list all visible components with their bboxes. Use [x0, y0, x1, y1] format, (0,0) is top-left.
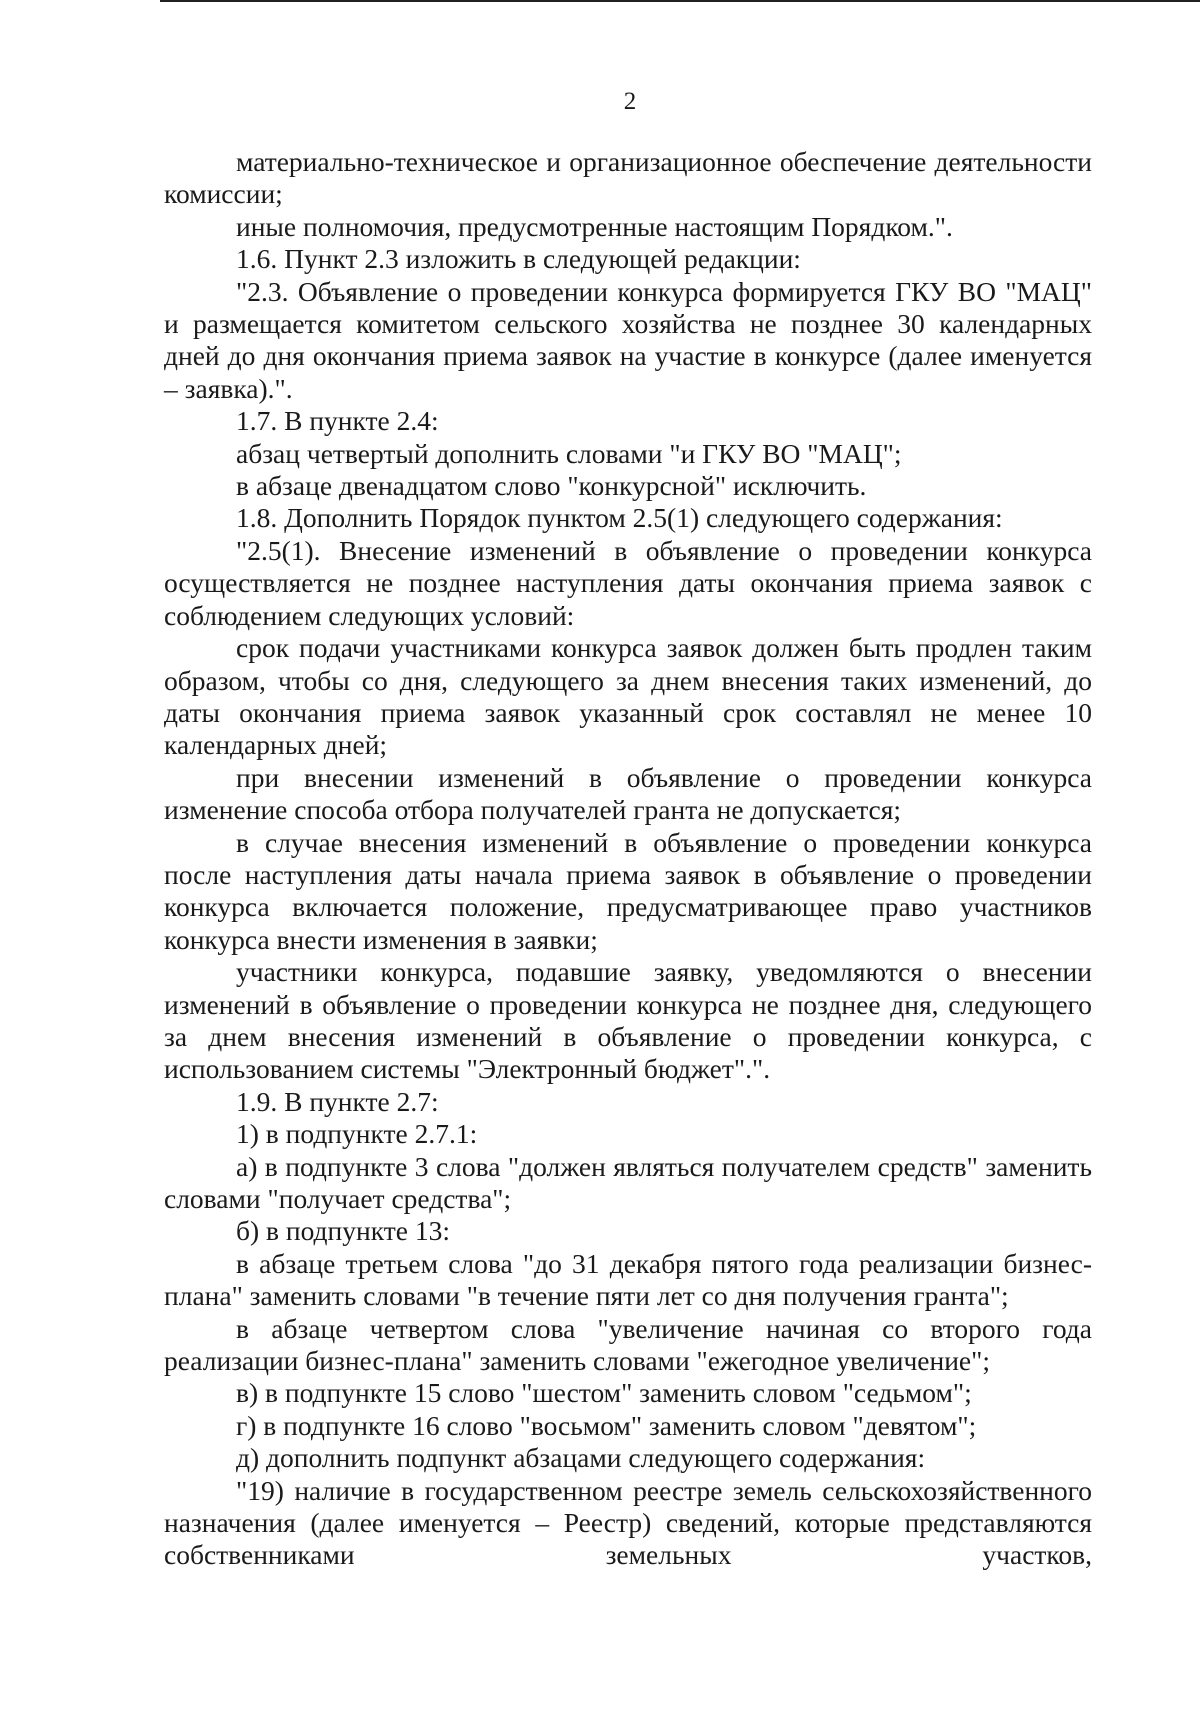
page-number: 2 — [623, 88, 637, 115]
top-edge-line — [160, 0, 1200, 2]
paragraph: материально-техническое и организационное обеспечение деятельности комиссии; — [164, 146, 1092, 210]
document-body — [164, 146, 1092, 1572]
paragraph: 1.8. Дополнить Порядок пунктом 2.5(1) следующего содержания: — [236, 502, 1003, 534]
paragraph: в абзаце третьем слова "до 31 декабря пятого года реализации бизнес-плана" заменить словами "в течение пяти лет со дня получения гранта"; — [164, 1247, 1092, 1312]
paragraph: абзац четвертый дополнить словами "и ГКУ ВО "МАЦ"; — [236, 437, 902, 469]
paragraph: в случае внесения изменений в объявление о проведении конкурса после наступления даты начала приема заявок в объявление о проведении конкурса включается положение, предусматривающее право участников конкурса внести изменения в заявки; — [164, 826, 1092, 955]
paragraph: 1.9. В пункте 2.7: — [236, 1085, 439, 1117]
paragraph: при внесении изменений в объявление о проведении конкурса изменение способа отбора получателей гранта не допускается; — [164, 761, 1092, 826]
paragraph: в абзаце двенадцатом слово "конкурсной" исключить. — [236, 470, 867, 502]
paragraph: а) в подпункте 3 слова "должен являться получателем средств" заменить словами "получает средства"; — [164, 1150, 1092, 1214]
paragraph: "2.5(1). Внесение изменений в объявление о проведении конкурса осуществляется не позднее наступления даты окончания приема заявок с соблюдением следующих условий: — [164, 534, 1092, 631]
paragraph: иные полномочия, предусмотренные настоящим Порядком.". — [236, 210, 953, 242]
paragraph: 1.6. Пункт 2.3 изложить в следующей редакции: — [236, 243, 801, 275]
paragraph: 1) в подпункте 2.7.1: — [236, 1118, 478, 1150]
paragraph: "19) наличие в государственном реестре земель сельскохозяйственного назначения (далее именуется – Реестр) сведений, которые представляются собственниками земельных участков, — [164, 1474, 1092, 1571]
paragraph: "2.3. Объявление о проведении конкурса формируется ГКУ ВО "МАЦ" и размещается комитетом сельского хозяйства не позднее 30 календарных дней до дня окончания приема заявок на участие в конкурсе (далее именуется – заявка).". — [164, 275, 1092, 404]
paragraph: в абзаце четвертом слова "увеличение начиная со второго года реализации бизнес-плана" заменить словами "ежегодное увеличение"; — [164, 1312, 1092, 1377]
paragraph: срок подачи участниками конкурса заявок должен быть продлен таким образом, чтобы со дня, следующего за днем внесения таких изменений, до даты окончания приема заявок указанный срок составлял не менее 10 календарных дней; — [164, 632, 1092, 761]
paragraph: участники конкурса, подавшие заявку, уведомляются о внесении изменений в объявление о проведении конкурса не позднее дня, следующего за днем внесения изменений в объявление о проведении конкурса, с использованием системы "Электронный бюджет".". — [164, 956, 1092, 1085]
paragraph: б) в подпункте 13: — [236, 1215, 450, 1247]
paragraph: 1.7. В пункте 2.4: — [236, 405, 439, 437]
paragraph: г) в подпункте 16 слово "восьмом" заменить словом "девятом"; — [236, 1409, 977, 1441]
paragraph: д) дополнить подпункт абзацами следующего содержания: — [236, 1442, 926, 1474]
paragraph: в) в подпункте 15 слово "шестом" заменить словом "седьмом"; — [236, 1377, 972, 1409]
